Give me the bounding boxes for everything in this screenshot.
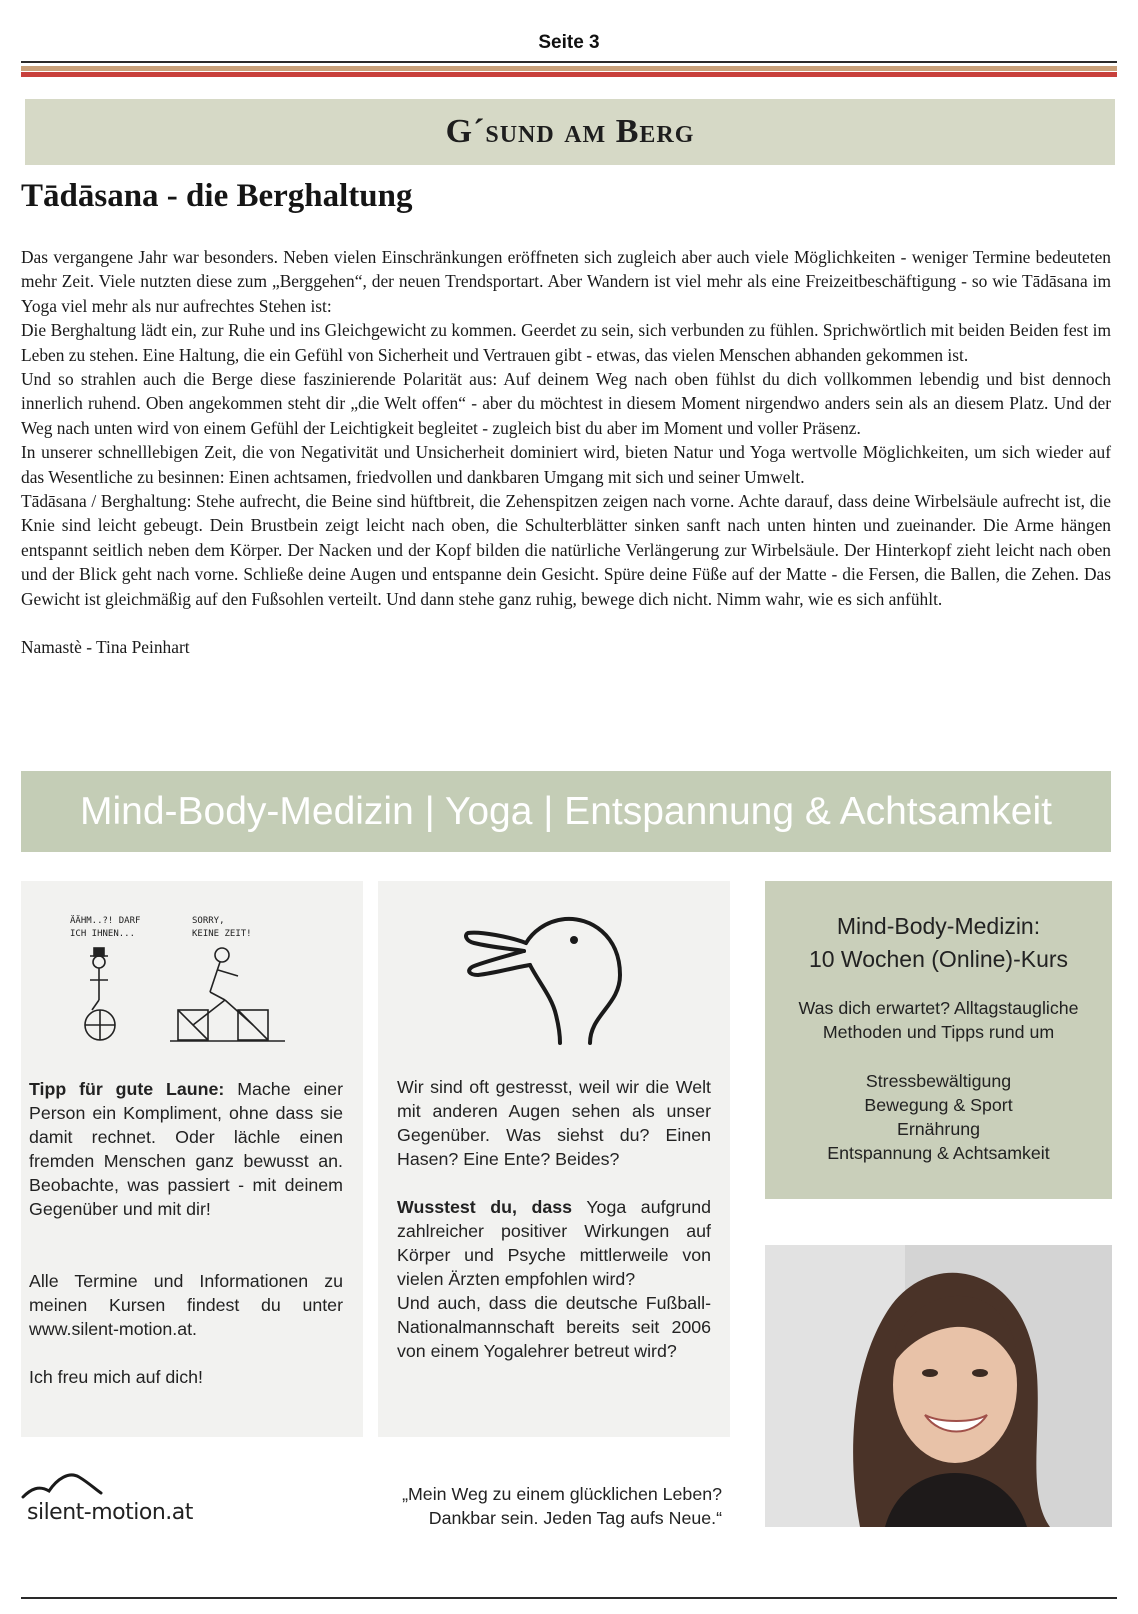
course-topic: Bewegung & Sport [864, 1095, 1013, 1115]
tip-text: Mache einer Person ein Kompliment, ohne dass sie damit rechnet. Oder lächle einen fremden Menschen ganz bewusst an. Beobachte, was passiert - mit deinem Gegenüber und mit dir! [29, 1079, 343, 1219]
section-title: G´sund am Berg [445, 113, 695, 150]
course-title-line2: 10 Wochen (Online)-Kurs [808, 946, 1069, 972]
ad-banner-title: Mind-Body-Medizin | Yoga | Entspannung & Achtsamkeit [80, 789, 1052, 833]
course-info: Alle Termine und Informationen zu meinen Kursen findest du unter www.silent-motion.at. [29, 1271, 343, 1339]
course-intro-line1: Was dich erwartet? Alltagstaugliche [798, 998, 1079, 1018]
header-rule-red [21, 72, 1117, 77]
tip-label: Tipp für gute Laune: [29, 1079, 225, 1099]
portrait-illustration [765, 1245, 1112, 1527]
course-title-line1: Mind-Body-Medizin: [836, 913, 1041, 939]
duck-rabbit-illusion [460, 905, 660, 1045]
quote-line1: „Mein Weg zu einem glücklichen Leben? [402, 1484, 722, 1504]
article-paragraph: Die Berghaltung lädt ein, zur Ruhe und ins Gleichgewicht zu kommen. Geerdet zu sein, sich verbunden zu fühlen. Sprichwörtlich mit beiden Beiden fest im Leben zu stehen. Eine Haltung, die ein Gefühl von Sicherheit und Vertrauen gibt - etwas, das vielen Menschen abhanden gekommen ist. [21, 320, 1111, 365]
fact-text-2: Und auch, dass die deutsche Fußball-Nationalmannschaft bereits seit 2006 von einem Yogalehrer betreut wird? [397, 1293, 711, 1361]
duck-question: Wir sind oft gestresst, weil wir die Welt mit anderen Augen sehen als unser Gegenüber. Was siehst du? Einen Hasen? Eine Ente? Beides? [397, 1077, 711, 1169]
tip-text-block [29, 1077, 343, 1389]
logo-text: silent-motion.at [27, 1500, 193, 1525]
section-banner [25, 99, 1115, 165]
article-signature: Namastè - Tina Peinhart [21, 637, 190, 658]
course-topic: Entspannung & Achtsamkeit [827, 1143, 1050, 1163]
header-rule-tan [21, 66, 1117, 71]
cartoon-caption-left: ÄÄHM..?! DARF ICH IHNEN... [70, 916, 141, 939]
course-intro-line2: Methoden und Tipps rund um [822, 1022, 1055, 1042]
article-paragraph: Das vergangene Jahr war besonders. Neben vielen Einschränkungen eröffneten sich zugleich aber auch viele Möglichkeiten - weniger Termine bedeuteten mehr Zeit. Viele nutzten diese zum „Berggehen“, der neuen Trendsportart. Aber Wandern ist viel mehr als eine Freizeitbeschäftigung - so wie Tādāsana im Yoga viel mehr als nur aufrechtes Stehen ist: [21, 247, 1111, 316]
course-topic: Ernährung [896, 1119, 981, 1139]
quote [380, 1482, 722, 1530]
quote-line2: Dankbar sein. Jeden Tag aufs Neue.“ [428, 1508, 722, 1528]
fact-text: Yoga aufgrund zahlreicher positiver Wirkungen auf Körper und Psyche mittlerweile von vielen Ärzten empfohlen wird? [397, 1197, 712, 1289]
portrait-photo [765, 1245, 1112, 1527]
course-topic: Stressbewältigung [865, 1071, 1012, 1091]
fact-label: Wusstest du, dass [397, 1197, 573, 1217]
duck-text-block [397, 1075, 711, 1363]
course-intro [765, 996, 1112, 1044]
ad-banner [21, 771, 1111, 852]
cartoon-illustration [60, 910, 300, 1045]
cartoon-caption-right: SORRY, KEINE ZEIT! [192, 916, 252, 939]
closing-line: Ich freu mich auf dich! [29, 1367, 203, 1387]
footer-rule [21, 1597, 1117, 1599]
cartoon-figure-right [170, 948, 285, 1041]
fact-paragraph [397, 1195, 711, 1363]
article-body [21, 245, 1111, 660]
article-paragraph: Und so strahlen auch die Berge diese faszinierende Polarität aus: Auf deinem Weg nach oben fühlst du dich vollkommen lebendig und bist dennoch innerlich ruhend. Oben angekommen steht dir „die Welt offen“ - aber du möchtest in diesem Moment nirgendwo anders sein als an diesem Platz. Und der Weg nach unten wird von einem Gefühl der Leichtigkeit begleitet - zugleich bist du aber im Moment und voller Präsenz. [21, 369, 1111, 438]
article-headline: Tādāsana - die Berghaltung [21, 178, 413, 214]
page-number: Seite 3 [538, 32, 600, 53]
header-rule-dark [21, 61, 1117, 63]
article-paragraph: In unserer schnelllebigen Zeit, die von Negativität und Unsicherheit dominiert wird, bieten Natur und Yoga wertvolle Möglichkeiten, um sich wieder auf das Wesentliche zu besinnen: Einen achtsamen, friedvollen und dankbaren Umgang mit sich und seiner Umwelt. [21, 442, 1111, 487]
cartoon-figure-left [85, 948, 115, 1040]
course-topics [765, 1069, 1112, 1165]
tip-paragraph [29, 1077, 343, 1221]
article-paragraph: Tādāsana / Berghaltung: Stehe aufrecht, die Beine sind hüftbreit, die Zehenspitzen zeigen nach vorne. Achte darauf, dass deine Wirbelsäule aufrecht ist, die Knie sind leicht gebeugt. Dein Brustbein zeigt leicht nach oben, die Schulterblätter sinken sanft nach unten hinten und zueinander. Die Arme hängen entspannt seitlich neben dem Körper. Der Nacken und der Kopf bilden die natürliche Verlängerung zur Wirbelsäule. Der Hinterkopf zieht leicht nach oben und der Blick geht nach vorne. Schließe deine Augen und entspanne dein Gesicht. Spüre deine Füße auf der Matte - die Fersen, die Ballen, die Zehen. Das Gewicht ist gleichmäßig auf den Fußsohlen verteilt. Und dann stehe ganz ruhig, bewege dich nicht. Nimm wahr, wie es sich anfühlt. [21, 491, 1111, 609]
course-title [765, 910, 1112, 976]
